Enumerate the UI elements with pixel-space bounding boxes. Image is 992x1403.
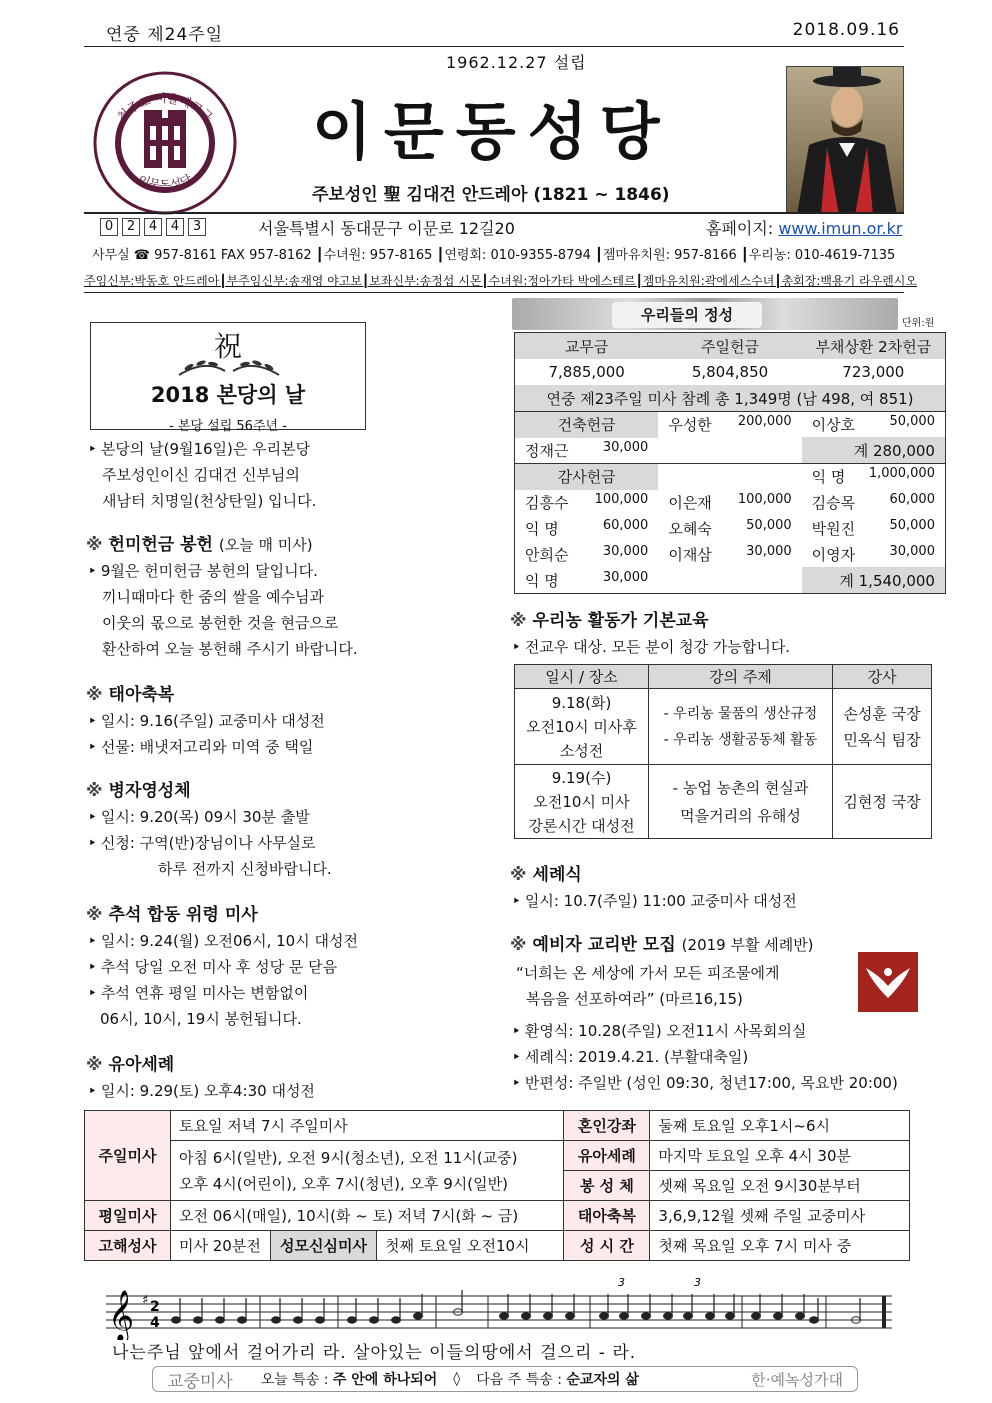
table-cell: 김현정 국장: [833, 765, 932, 839]
note-head: [522, 1313, 531, 1319]
table-row: 익 명 30,000 계 1,540,000: [515, 567, 945, 593]
table-row: [85, 1201, 910, 1231]
note-head: [664, 1313, 673, 1319]
baptism-text: [512, 888, 797, 914]
list-item: ‣ 세례식: 2019.4.21. (부활대축일): [512, 1044, 898, 1070]
homepage-link[interactable]: www.imun.or.kr: [778, 219, 903, 238]
kome-mark-icon: ※: [510, 935, 527, 955]
thanks-label: 감사헌금: [515, 464, 658, 490]
table-row: [515, 359, 945, 385]
header-divider: [84, 46, 904, 47]
kome-mark-icon: ※: [86, 905, 103, 925]
homepage-label: 홈페이지:: [706, 219, 774, 238]
parish-day-box: [90, 322, 366, 434]
quote-line: 복음을 선포하여라” (마르16,15): [526, 990, 743, 1008]
homepage: [706, 216, 902, 239]
kome-mark-icon: ※: [510, 865, 527, 885]
note-head: [796, 1313, 805, 1319]
list-item: 하루 전까지 신청바랍니다.: [158, 860, 332, 878]
list-item: ‣ 전교우 대상. 모든 분이 청강 가능합니다.: [512, 634, 790, 660]
table-cell: 오전 06시(매일), 10시(화 ~ 토) 저녁 7시(화 ~ 금): [171, 1201, 564, 1231]
holy-spirit-dove-icon: [858, 952, 918, 1012]
table-cell: 마지막 토요일 오후 4시 30분: [650, 1141, 910, 1171]
table-row: 김흥수 100,000 이은재 100,000 김승목 60,000: [525, 491, 935, 512]
table-header: 부채상환 2차헌금: [815, 337, 932, 356]
offering-table: [514, 332, 946, 594]
fetal-blessing-text: [88, 708, 325, 760]
seal-text-ring: [92, 70, 238, 216]
list-item: ‣ 선물: 배냇저고리와 미역 중 택일: [88, 734, 325, 760]
section-chuseok-mass: [86, 900, 258, 925]
note-head: [544, 1313, 553, 1319]
note-head: [706, 1313, 715, 1319]
list-item: ‣ 9월은 헌미헌금 봉헌의 달입니다.: [88, 558, 358, 584]
table-row: [515, 665, 932, 689]
footer-next-label: 다음 주 특송 : 순교자의 삶: [476, 1372, 639, 1388]
table-cell: 익 명 1,000,000: [811, 466, 935, 486]
note-head: [600, 1313, 609, 1319]
note-head: [272, 1317, 281, 1323]
quote-line: “너희는 온 세상에 가서 모든 피조물에게: [516, 964, 780, 982]
table-header: 일시 / 장소: [515, 665, 649, 689]
footer-separator: ◊: [453, 1371, 461, 1387]
zip-digit: 4: [166, 218, 184, 236]
sick-communion-text: [88, 804, 332, 882]
table-row: [85, 1141, 910, 1171]
next-special-song: 순교자의 삶: [566, 1372, 639, 1388]
church-address: 서울특별시 동대문구 이문로 12길20: [258, 219, 515, 238]
seal-text-top: 천주교 서울대교구: [114, 91, 216, 125]
section-title: 우리농 활동가 기본교육: [532, 611, 709, 631]
table-header: 교무금: [564, 337, 609, 356]
parish-day-title: 2018 본당의 날: [150, 383, 306, 407]
attendance-text: 연중 제23주일 미사 참례 총 1,349명 (남 498, 여 851): [546, 389, 914, 408]
note-head: [348, 1317, 357, 1323]
section-title: 헌미헌금 봉헌: [108, 535, 213, 555]
infant-baptism-label: 유아세례: [564, 1141, 650, 1171]
founded-date: 1962.12.27 설립: [446, 53, 587, 72]
footer-mass-label: 교중미사: [167, 1371, 233, 1392]
table-cell: 이상호 50,000: [811, 414, 935, 434]
list-item: ‣ 추석 연휴 평일 미사는 변함없이: [88, 980, 358, 1006]
offering-title: 우리들의 정성: [612, 302, 762, 328]
postal-code: [100, 218, 206, 236]
table-row: [85, 1111, 910, 1141]
weekday-mass-label: 평일미사: [85, 1201, 171, 1231]
time-signature-top: 2: [150, 1299, 160, 1315]
table-cell: 토요일 저녁 7시 주일미사: [171, 1111, 564, 1141]
header-divider-3: [84, 292, 904, 293]
liturgical-week: 연중 제24주일: [106, 25, 224, 45]
table-row: [85, 1231, 910, 1261]
lecture-table: [514, 664, 932, 839]
section-woorinong-edu: [510, 606, 709, 631]
table-header: 강의 주제: [649, 665, 833, 689]
list-item: 06시, 10시, 19시 봉헌됩니다.: [100, 1010, 302, 1028]
parish-day-text: [88, 436, 316, 514]
note-head: [774, 1313, 783, 1319]
table-header: 강사: [833, 665, 932, 689]
list-item: ‣ 일시: 9.20(목) 09시 30분 출발: [88, 804, 332, 830]
list-item: 주보성인이신 김대건 신부님의: [102, 466, 300, 484]
list-item: ‣ 신청: 구역(반)장님이나 사무실로: [88, 830, 332, 856]
section-baptism: [510, 860, 582, 885]
mass-schedule-table: [84, 1110, 910, 1261]
attendance-row: [515, 385, 945, 411]
section-rice-offering: [86, 530, 313, 555]
kome-mark-icon: ※: [86, 1055, 103, 1075]
chuseok-mass-text: [88, 928, 358, 1032]
table-cell: 미사 20분전: [171, 1231, 271, 1261]
holy-communion-label: 봉 성 체: [564, 1171, 650, 1201]
note-head: [500, 1313, 509, 1319]
rice-offering-text: [88, 558, 358, 662]
kome-mark-icon: ※: [86, 781, 103, 801]
edu-text: [512, 634, 790, 660]
triplet-mark: 3: [694, 1276, 701, 1289]
parish-day-subtitle: - 본당 설립 56주년 -: [169, 419, 287, 434]
table-cell: 첫째 토요일 오전10시: [377, 1231, 564, 1261]
section-sick-communion: [86, 776, 191, 801]
footer-today-label: 오늘 특송 : 주 안에 하나되어: [260, 1372, 438, 1388]
thanks-total: 계 1,540,000: [802, 567, 945, 593]
svg-text:이문동성당: [136, 171, 194, 192]
list-item: 환산하여 오늘 봉헌해 주시기 바랍니다.: [102, 640, 358, 658]
table-cell: 723,000: [842, 363, 905, 381]
table-row: 안희순 30,000 이재삼 30,000 이영자 30,000: [525, 543, 935, 564]
note-head: [316, 1317, 325, 1323]
marian-mass-label: 성모신심미사: [271, 1231, 377, 1261]
list-item: ‣ 본당의 날(9월16일)은 우리본당: [88, 436, 316, 462]
staff-list: 주임신부:박동호 안드레아┃부주임신부:송재영 야고보┃보좌신부:송정섭 시몬┃수녀원:정아가타 박에스테르┃젬마유치원:곽에세스수녀┃총회장:백용기 라우렌시오: [84, 274, 917, 288]
build-total: 계 280,000: [802, 437, 945, 463]
today-special-song: 주 안에 하나되어: [332, 1372, 438, 1388]
note-head: [684, 1313, 693, 1319]
note-head: [392, 1317, 401, 1323]
triplet-mark: 3: [618, 1276, 625, 1289]
time-signature-bottom: 4: [150, 1315, 160, 1331]
list-item: 새남터 치명일(천상탄일) 입니다.: [102, 492, 317, 510]
list-item: ‣ 반편성: 주일반 (성인 09:30, 청년17:00, 목요반 20:00): [512, 1070, 898, 1096]
table-row: [515, 689, 932, 765]
table-row: [515, 411, 945, 437]
table-row: [515, 333, 945, 359]
sunday-mass-label: 주일미사: [85, 1111, 171, 1201]
section-infant-baptism: [86, 1050, 174, 1075]
note-head: [642, 1313, 651, 1319]
kome-mark-icon: ※: [86, 535, 103, 555]
section-title: 유아세례: [108, 1055, 175, 1075]
offering-unit: 단위:원: [902, 318, 935, 329]
section-catechumen: [510, 930, 814, 955]
note-head: [238, 1317, 247, 1323]
list-item: ‣ 환영식: 10.28(주일) 오전11시 사목회의실: [512, 1018, 898, 1044]
bulletin-date: 2018.09.16: [792, 20, 900, 40]
holy-hour-label: 성 시 간: [564, 1231, 650, 1261]
section-title: 세례식: [532, 865, 582, 885]
section-subtitle: (2019 부활 세례반): [681, 936, 814, 954]
contact-numbers: 사무실 ☎ 957-8161 FAX 957-8162 ┃수녀원: 957-8165 ┃연령회: 010-9355-8794 ┃젬마유치원: 957-8166 ┃우리농: 010-4619-7135: [92, 248, 896, 263]
note-head: [194, 1317, 203, 1323]
note-head: [216, 1317, 225, 1323]
portrait-figure-icon: [787, 67, 904, 214]
note-head: [414, 1313, 423, 1319]
zip-digit: 2: [122, 218, 140, 236]
table-header: 주일헌금: [701, 337, 759, 356]
table-cell: - 농업 농촌의 현실과 먹을거리의 유해성: [649, 765, 833, 839]
music-staff: [106, 1276, 892, 1340]
zip-digit: 3: [188, 218, 206, 236]
bless-character: 祝: [213, 330, 242, 363]
table-cell: 7,885,000: [548, 363, 625, 381]
table-cell: 9.18(화) 오전10시 미사후 소성전: [515, 689, 649, 765]
list-item: 끼니때마다 한 줌의 쌀을 예수님과: [102, 588, 324, 606]
section-title: 병자영성체: [108, 781, 191, 801]
list-item: ‣ 일시: 9.29(토) 오후4:30 대성전: [88, 1078, 315, 1104]
note-head: [810, 1317, 819, 1323]
table-cell: 둘째 토요일 오후1시~6시: [650, 1111, 910, 1141]
section-title: 예비자 교리반 모집: [532, 935, 676, 955]
section-fetal-blessing: [86, 680, 174, 705]
infant-baptism-text: [88, 1078, 315, 1104]
catechumen-details: [512, 1018, 898, 1096]
song-lyrics: 나는주님 앞에서 걸어가리 라. 살아있는 이들의땅에서 걸으리 - 라.: [112, 1343, 637, 1363]
table-cell: 우성한 200,000: [668, 414, 792, 434]
treble-clef-icon: 𝄞: [108, 1290, 135, 1340]
sharp-icon: ♯: [142, 1293, 149, 1308]
table-cell: 첫째 목요일 오후 7시 미사 중: [650, 1231, 910, 1261]
note-head: [294, 1317, 303, 1323]
table-cell: 아침 6시(일반), 오전 9시(청소년), 오전 11시(교중) 오후 4시(어린이), 오후 7시(청년), 오후 9시(일반): [171, 1141, 564, 1201]
svg-text:천주교 서울대교구: [114, 90, 216, 124]
table-cell: - 우리농 물품의 생산규정 - 우리농 생활공동체 활동: [649, 689, 833, 765]
table-cell: 9.19(수) 오전10시 미사 강론시간 대성전: [515, 765, 649, 839]
list-item: ‣ 일시: 10.7(주일) 11:00 교중미사 대성전: [512, 888, 797, 914]
table-row: [515, 437, 945, 463]
melody-notes: [172, 1290, 861, 1323]
table-row: [515, 463, 945, 489]
choir-name: 한·예녹성가대: [751, 1370, 843, 1389]
note-head: [752, 1313, 761, 1319]
list-item: 이웃의 몫으로 봉헌한 것을 현금으로: [102, 614, 339, 632]
zip-digit: 4: [144, 218, 162, 236]
church-name: 이문동성당: [312, 95, 672, 168]
table-cell: 손성훈 국장 민옥식 팀장: [833, 689, 932, 765]
kome-mark-icon: ※: [510, 611, 527, 631]
note-head: [620, 1313, 629, 1319]
laurel-wreath-icon: [175, 355, 283, 379]
table-cell: 5,804,850: [691, 363, 769, 381]
zip-digit: 0: [100, 218, 118, 236]
list-item: ‣ 일시: 9.16(주일) 교중미사 대성전: [88, 708, 325, 734]
kome-mark-icon: ※: [86, 685, 103, 705]
footer-bar: [152, 1366, 858, 1392]
marriage-label: 혼인강좌: [564, 1111, 650, 1141]
section-title: 태아축복: [108, 685, 175, 705]
table-row: 익 명 60,000 오혜숙 50,000 박원진 50,000: [525, 517, 935, 538]
note-head: [172, 1317, 181, 1323]
build-label: 건축헌금: [515, 412, 658, 438]
list-item: ‣ 추석 당일 오전 미사 후 성당 문 닫음: [88, 954, 358, 980]
list-item: ‣ 일시: 9.24(월) 오전06시, 10시 대성전: [88, 928, 358, 954]
fetal-blessing-label: 태아축복: [564, 1201, 650, 1231]
patron-portrait-image: [786, 66, 904, 214]
note-head: [726, 1313, 735, 1319]
note-head: [370, 1317, 379, 1323]
confession-label: 고해성사: [85, 1231, 171, 1261]
note-head: [566, 1313, 575, 1319]
section-title: 추석 합동 위령 미사: [108, 905, 258, 925]
table-cell: 셋째 목요일 오전 9시30분부터: [650, 1171, 910, 1201]
header-divider-2: [84, 212, 904, 214]
patron-saint: 주보성인 聖 김대건 안드레아 (1821 ~ 1846): [312, 185, 670, 205]
table-row: [515, 765, 932, 839]
table-cell: 정재근 30,000: [525, 439, 649, 460]
seal-text-bottom: 이문동성당: [135, 171, 195, 193]
table-cell: 3,6,9,12월 셋째 주일 교중미사: [650, 1201, 910, 1231]
section-subtitle: (오늘 매 미사): [218, 536, 313, 554]
catechumen-quote: [516, 960, 779, 1012]
